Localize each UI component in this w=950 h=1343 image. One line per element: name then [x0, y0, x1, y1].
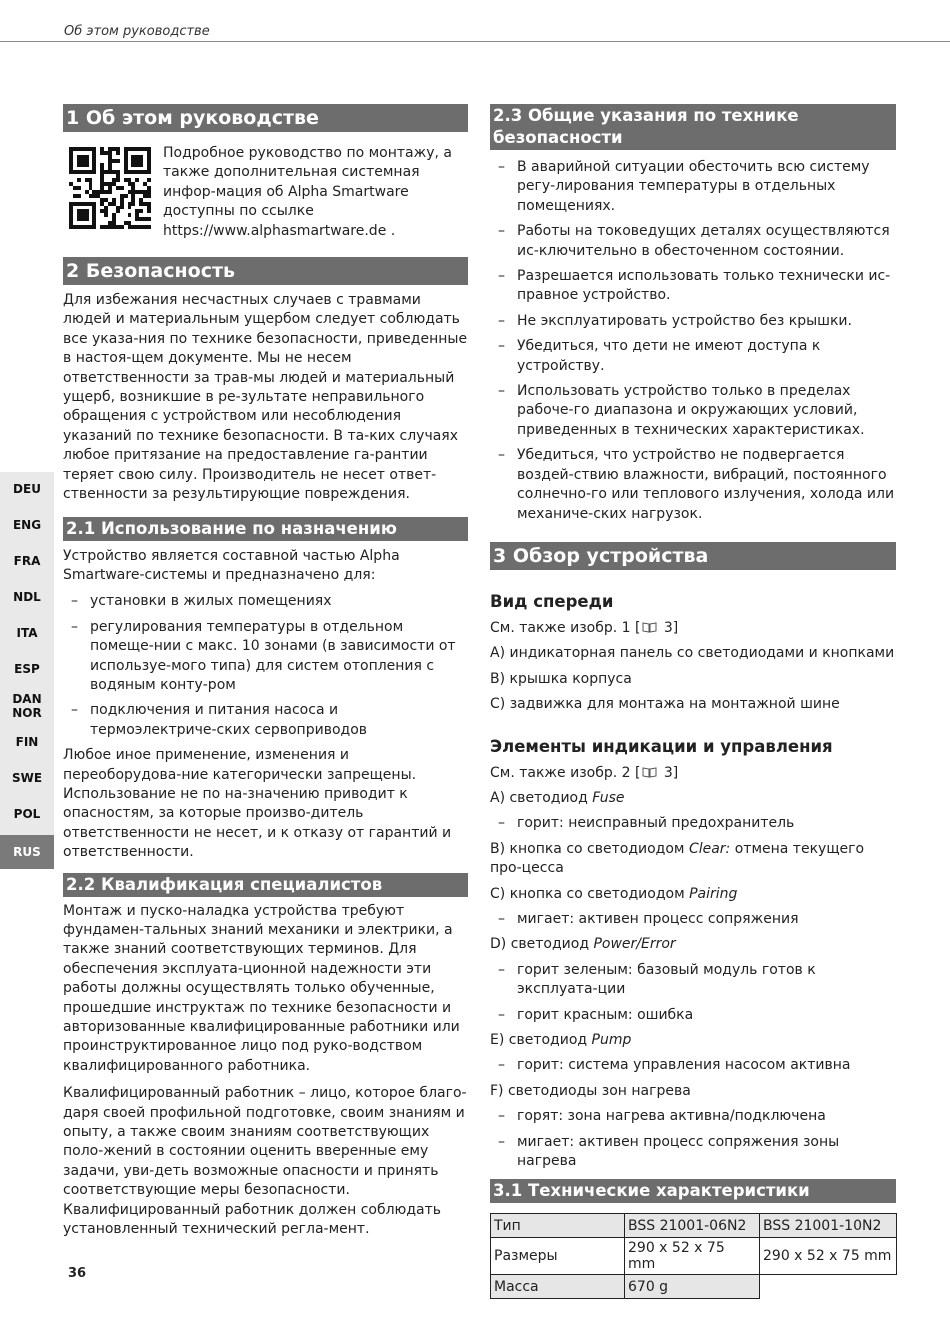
lang-tab-pol[interactable]: POL	[13, 807, 41, 821]
list-item: – горит красным: ошибка	[490, 1006, 896, 1025]
section-2-3-title: 2.3 Общие указания по технике безопасности	[490, 104, 896, 150]
lang-tab-swe[interactable]: SWE	[11, 771, 43, 785]
header-rule	[0, 41, 950, 42]
section-2-title: 2 Безопасность	[63, 257, 468, 285]
list-item: – горит: система управления насосом активна	[490, 1056, 896, 1075]
list-item: – горят: зона нагрева активна/подключена	[490, 1107, 896, 1126]
section-2-1-outro: Любое иное применение, изменения и переоборудова-ние категорически запрещены. Использование не по на-значению приводит к опасностям, за которые произво-дитель ответственности не несет, и к отказу от гарантий и ответственности.	[63, 747, 452, 861]
section-1-title: 1 Об этом руководстве	[63, 104, 468, 132]
left-column	[63, 104, 468, 1240]
front-item-b: B) крышка корпуса	[490, 670, 632, 687]
table-row	[491, 1214, 897, 1238]
running-header: Об этом руководстве	[64, 24, 210, 39]
section-2-2-p2: Квалифицированный работник – лицо, которое благо-даря своей профильной подготовке, своим знаниям и опыту, а также своим знаниям соответствующих поло-жений в состоянии оценить вверенные ему задачи, уви-деть возможные опасности и принять соответствующие меры безопасности. Квалифицированный работник должен соблюдать установленный технический регла-мент.	[63, 1085, 467, 1238]
list-item: – Не эксплуатировать устройство без крышки.	[490, 312, 896, 331]
section-2-1-title: 2.1 Использование по назначению	[63, 517, 468, 541]
table-cell: Тип	[491, 1214, 625, 1238]
controls-heading: Элементы индикации и управления	[490, 736, 833, 756]
front-view-ref: См. также изобр. 1 [ 3]	[490, 619, 679, 636]
control-d: D) светодиод Power/Error	[490, 936, 676, 953]
control-f: F) светодиоды зон нагрева	[490, 1082, 691, 1099]
table-cell: BSS 21001-06N2	[625, 1214, 760, 1238]
list-item: – регулирования температуры в отдельном помеще-нии с макс. 10 зонами (в зависимости от используе-мого типа) для систем отопления с водяным конту-ром	[63, 618, 468, 696]
list-item: – Убедиться, что дети не имеют доступа к устройству.	[490, 337, 896, 376]
table-cell: 290 x 52 x 75 mm	[625, 1238, 760, 1275]
manual-link[interactable]: https://www.alphasmartware.de .	[163, 222, 396, 239]
table-cell: BSS 21001-10N2	[760, 1214, 897, 1238]
section-2-text: Для избежания несчастных случаев с травмами людей и материальным ущербом следует соблюдать все указа-ния по технике безопасности, приведенные в настоя-щем документе. Мы не несем ответственности за трав-мы людей и материальный ущерб, возникшие в ре-зультате неправильного обращения с устройством или несоблюдения указаний по технике безопасности. В та-ких случаях любое притязание на предоставление га-рантии теряет свою силу. Производитель не несет ответ-ственности за результирующие повреждения.	[63, 292, 468, 503]
table-cell: 290 x 52 x 75 mm	[760, 1238, 897, 1275]
list-item: – установки в жилых помещениях	[63, 592, 468, 611]
section-3-1-title: 3.1 Технические характеристики	[490, 1179, 896, 1203]
table-row	[491, 1238, 897, 1275]
list-item: – подключения и питания насоса и термоэлектриче-ских сервоприводов	[63, 701, 468, 740]
list-item: – В аварийной ситуации обесточить всю систему регу-лирования температуры в отдельных помещениях.	[490, 158, 896, 216]
right-column	[490, 104, 896, 1299]
safety-list	[490, 158, 896, 524]
list-item: – Убедиться, что устройство не подвергается воздей-ствию влажности, вибраций, постоянного солнечно-го или теплового излучения, холода или механиче-ских нагрузок.	[490, 446, 896, 524]
list-item: – Разрешается использовать только технически ис-правное устройство.	[490, 267, 896, 306]
lang-tab-dan[interactable]: DAN NOR	[12, 692, 42, 720]
table-cell: Размеры	[491, 1238, 625, 1275]
section-3-title: 3 Обзор устройства	[490, 542, 896, 570]
control-e-sub	[490, 1056, 896, 1075]
lang-tab-deu[interactable]: DEU	[13, 482, 41, 496]
specs-table	[490, 1213, 897, 1299]
section-2-2-title: 2.2 Квалификация специалистов	[63, 873, 468, 897]
control-e: E) светодиод Pump	[490, 1032, 632, 1048]
list-item: – Работы на токоведущих деталях осуществляются ис-ключительно в обесточенном состоянии.	[490, 222, 896, 261]
lang-tab-ndl[interactable]: NDL	[13, 590, 41, 604]
page-number: 36	[68, 1266, 87, 1281]
lang-tab-rus[interactable]: RUS	[0, 835, 54, 869]
control-a: A) светодиод Fuse	[490, 789, 625, 806]
book-icon[interactable]	[642, 766, 657, 778]
control-b: B) кнопка со светодиодом Clear: отмена текущего про-цесса	[490, 840, 865, 877]
list-item: – мигает: активен процесс сопряжения зоны нагрева	[490, 1133, 896, 1172]
table-cell: 670 g	[625, 1275, 760, 1299]
lang-tab-fra[interactable]: FRA	[13, 554, 41, 568]
usage-list	[63, 592, 468, 740]
front-item-c: C) задвижка для монтажа на монтажной шине	[490, 696, 840, 713]
table-row	[491, 1275, 897, 1299]
front-item-a: A) индикаторная панель со светодиодами и кнопками	[490, 645, 895, 662]
lang-tab-eng[interactable]: ENG	[12, 518, 42, 532]
lang-tab-ita[interactable]: ITA	[16, 626, 38, 640]
control-c: C) кнопка со светодиодом Pairing	[490, 885, 738, 902]
control-c-sub	[490, 910, 896, 929]
list-item: – мигает: активен процесс сопряжения	[490, 910, 896, 929]
lang-tab-esp[interactable]: ESP	[14, 662, 40, 676]
qr-code-icon[interactable]	[69, 147, 151, 229]
list-item: – горит зеленым: базовый модуль готов к эксплуата-ции	[490, 961, 896, 1000]
list-item: – горит: неисправный предохранитель	[490, 814, 896, 833]
section-2-2-p1: Монтаж и пуско-наладка устройства требуют фундамен-тальных знаний механики и электрики, а также знаний соответствующих терминов. Для обеспечения эксплуата-ционной надежности эти работы должны осуществлять только обученные, прошедшие инструктаж по технике безопасности и авторизованные квалифицированные работники или проинструктированное лицо под руко-водством квалифицированного работника.	[63, 902, 460, 1074]
table-cell: Масса	[491, 1275, 625, 1299]
control-f-sub	[490, 1107, 896, 1171]
section-1-text: Подробное руководство по монтажу, а также дополнительная системная инфор-мация об Alpha Smartware доступны по ссылке	[163, 145, 453, 220]
control-d-sub	[490, 961, 896, 1025]
qr-block	[63, 144, 468, 241]
controls-ref: См. также изобр. 2 [ 3]	[490, 764, 679, 781]
control-a-sub	[490, 814, 896, 833]
lang-tab-fin[interactable]: FIN	[15, 735, 39, 749]
section-2-1-intro: Устройство является составной частью Alpha Smartware-системы и предназначено для:	[63, 547, 400, 583]
list-item: – Использовать устройство только в пределах рабоче-го диапазона и окружающих условий, приведенных в технических характеристиках.	[490, 382, 896, 440]
table-cell	[760, 1275, 897, 1299]
front-view-heading: Вид спереди	[490, 591, 614, 611]
book-icon[interactable]	[642, 621, 657, 633]
